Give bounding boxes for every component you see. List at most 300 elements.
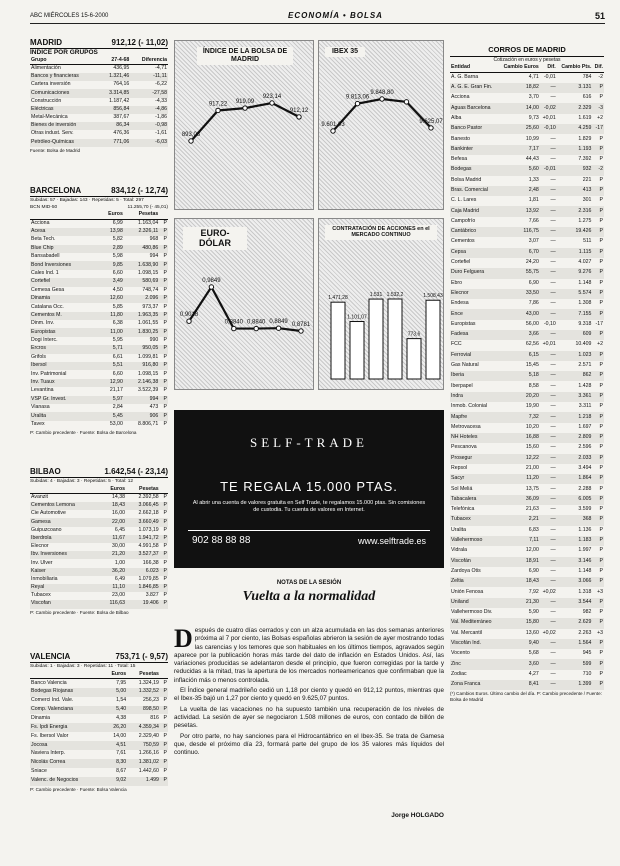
corros-cell: — (550, 547, 556, 554)
chart-madrid-title: ÍNDICE DE LA BOLSA DE MADRID (197, 47, 293, 65)
corros-cell: — (540, 495, 557, 505)
corros-cell: Vidrala (451, 547, 468, 554)
corros-cell: 4.027 (578, 259, 592, 266)
madrid-cell: -27,58 (130, 89, 168, 97)
madrid-row (30, 65, 168, 73)
corros-cell: P (592, 309, 604, 319)
corros-title: CORROS DE MADRID (450, 46, 604, 57)
barcelona-cell: 994 (149, 253, 159, 260)
corros-row (450, 299, 604, 309)
corros-cell: 2.629 (557, 618, 593, 628)
valencia-meta: Subidas: 1 · Bajadas: 3 · Repetidas: 11 · Total: 15 (30, 664, 136, 670)
corros-cell: 1.997 (578, 547, 592, 554)
barcelona-cell: P (163, 219, 167, 226)
corros-cell: Bolsa Madrid (451, 176, 482, 183)
valencia-cell: Comp. Valenciana (30, 706, 103, 715)
corros-cell: P (599, 279, 603, 286)
header-section: ECONOMÍA • BOLSA (288, 11, 383, 20)
note-text-1: espués de cuatro días cerrados y con un alza acumulada en las dos semanas anteriores próxima al 7 por ciento, las Bolsas españolas abrieron la sesión de ayer mostrando todas las carencias y los temores que son habituales en los últimos tiempos, agravados según aparece por la publicación horas más tarde del dato de inflación en Estados Unidos. Así, las variaciones producidas se adelantaron desde el principio, que fueron corregidas por la tarde y reducidas a la mitad, tras la apertura de los mercados norteamericanos que confirmaban que la inflación más o menos controlada. (174, 627, 444, 684)
corros-cell: 12,22 (498, 454, 539, 464)
corros-cell: — (540, 186, 557, 196)
data-point (355, 101, 359, 105)
corros-cell: — (550, 506, 556, 513)
corros-row (450, 598, 604, 608)
corros-cell: — (540, 433, 557, 443)
corros-cell: 7,92 (528, 588, 539, 595)
barcelona-cell: P (159, 278, 168, 286)
bilbao-row (30, 502, 168, 510)
barcelona-cell: 973,37 (142, 303, 159, 310)
corros-cell: 11,20 (498, 474, 539, 484)
barcelona-row (30, 320, 168, 328)
bar (407, 339, 421, 379)
corros-cell: — (540, 371, 557, 381)
bilbao-meta: Subidas: 4 · Bajadas: 3 · Repetidas: 5 · Total: 12 (30, 479, 134, 485)
bilbao-cell: 6.023 (126, 568, 160, 576)
corros-cell: P (592, 248, 604, 258)
bilbao-cell: P (163, 510, 167, 517)
valencia-row (30, 688, 168, 697)
barcelona-row (30, 387, 168, 395)
corros-cell: 6,90 (528, 279, 539, 286)
corros-row (450, 186, 604, 196)
barcelona-col-header: Euros (97, 211, 124, 219)
corros-cell: 3.599 (578, 506, 592, 513)
barcelona-cell: P (159, 379, 168, 387)
chart-continuo-title: CONTRATACIÓN DE ACCIONES en el MERCADO CONTINUO (325, 225, 437, 240)
valencia-cell: P (160, 741, 168, 750)
barcelona-cell: 1.963,35 (124, 312, 159, 320)
corros-cell: P (592, 330, 604, 340)
corros-cell: Tabacalera (450, 495, 498, 505)
corros-row (450, 649, 604, 659)
corros-cell: — (540, 351, 557, 361)
barcelona-row (30, 412, 168, 420)
corros-cell: Zeltia (450, 577, 498, 587)
corros-row (450, 577, 604, 587)
barcelona-col-header (30, 211, 97, 219)
valencia-heading (30, 652, 168, 663)
bilbao-cell: 2.662,18 (138, 510, 159, 517)
valencia-cell: 9,02 (103, 777, 128, 786)
barcelona-cell: 12,90 (97, 379, 124, 387)
corros-cell: +0,02 (542, 588, 556, 595)
madrid-subtitle: ÍNDICE POR GRUPOS (30, 49, 98, 57)
corros-cell: — (540, 454, 557, 464)
corros-cell: +0,02 (542, 629, 556, 636)
corros-cell: 7.392 (578, 156, 592, 163)
barcelona-cell: 950,05 (124, 345, 159, 353)
barcelona-cell: 4,50 (112, 286, 123, 293)
corros-cell: 9.318 (578, 320, 592, 327)
barcelona-cell: Uralita (30, 412, 97, 420)
barcelona-cell: P (159, 261, 168, 269)
data-label: 0,8840 (224, 319, 243, 326)
bilbao-col-header (30, 486, 100, 494)
corros-cell: — (540, 412, 557, 422)
note-signature: Jorge HOLGADO (391, 812, 444, 819)
corros-row (450, 608, 604, 618)
corros-cell: Iberpapel (451, 382, 473, 389)
valencia-col-header: Euros (103, 671, 128, 679)
barcelona-cell: Ibersol (30, 362, 97, 370)
corros-cell: 1.697 (578, 423, 592, 430)
data-label: 0,8849 (269, 319, 288, 326)
madrid-row (30, 122, 168, 130)
corros-row (450, 248, 604, 258)
corros-cell: 6,90 (528, 567, 539, 574)
bar (388, 299, 402, 379)
corros-cell: P (592, 206, 604, 216)
data-label: 0,9018 (179, 312, 199, 319)
corros-row (450, 340, 604, 350)
chart-ibex-title: IBEX 35 (325, 47, 365, 57)
corros-cell: 55,75 (498, 268, 539, 278)
corros-cell: Endesa (451, 300, 469, 307)
barcelona-cell: 5,85 (112, 303, 123, 310)
barcelona-cell: 21,17 (109, 387, 123, 394)
madrid-cell: -4,86 (130, 106, 168, 114)
madrid-source: Fuente: Bolsa de Madrid (30, 147, 81, 153)
barcelona-row (30, 362, 168, 370)
madrid-row (30, 106, 168, 114)
corros-cell: P (599, 135, 603, 142)
barcelona-cell: 5,71 (97, 345, 124, 353)
corros-cell: — (540, 248, 557, 258)
corros-cell: 7,86 (528, 300, 539, 307)
corros-cell: P (592, 639, 604, 649)
corros-cell: 4,71 (528, 73, 539, 80)
bilbao-row (30, 600, 168, 608)
corros-row (450, 402, 604, 412)
valencia-row (30, 777, 168, 786)
corros-row (450, 320, 604, 330)
corros-cell: 2.033 (557, 454, 593, 464)
corros-cell: P (592, 680, 604, 690)
data-point (270, 101, 274, 105)
valencia-cell: Fs. Ibersol Valor (31, 732, 69, 739)
valencia-cell: 7,61 (116, 750, 127, 757)
corros-cell: P (599, 526, 603, 533)
corros-cell: 3.361 (557, 392, 593, 402)
chart-euro-title: EURO-DÓLAR (183, 227, 247, 250)
barcelona-cell: Acesa (30, 228, 97, 236)
barcelona-cell: Bansabadell (31, 253, 60, 260)
ad-phone[interactable]: 902 88 88 88 (192, 535, 251, 546)
corros-cell: 3,60 (498, 659, 539, 669)
barcelona-cell: P (163, 253, 167, 260)
barcelona-row (30, 312, 168, 320)
note-kicker: NOTAS DE LA SESIÓN (276, 580, 342, 586)
bilbao-col-header: Euros (100, 486, 127, 494)
bilbao-row (30, 518, 168, 526)
bilbao-cell: 3.066,45 (126, 502, 160, 510)
madrid-cell: Construcción (31, 97, 62, 104)
corros-cell: 18,43 (498, 577, 539, 587)
bcn-mid-50 (30, 205, 168, 211)
corros-cell: -0,02 (540, 103, 557, 113)
barcelona-cell: Inv. Tuaux (30, 379, 97, 387)
valencia-cell: P (163, 679, 167, 686)
barcelona-col-header (159, 211, 168, 219)
valencia-row (30, 750, 168, 759)
valencia-table (30, 671, 168, 786)
corros-row (450, 155, 604, 165)
bilbao-cell: 22,00 (100, 518, 127, 526)
corros-cell: 511 (583, 238, 592, 245)
bilbao-cell: P (160, 502, 168, 510)
valencia-source: P: Cambio precedente · Fuente: Bolsa Valencia (30, 786, 127, 792)
ad-text: Al abrir una cuenta de valores gratuita en Self Trade, te regalamos 15.000 ptas. Sin comisiones de custodia. Tu cuenta de valores en Internet. (192, 500, 426, 514)
barcelona-row (30, 219, 168, 227)
barcelona-cell: 1.098,15 (138, 269, 159, 276)
note-paragraph-4: Por otro parte, no hay sanciones para el Hidrocantábrico en el Ibex-35. Se trata de Gamesa que, desde el próximo día 23, formará parte del grupo de los 35 valores más líquidos del continuo. (174, 732, 444, 757)
madrid-cell: Petróleo-Químicas (30, 139, 99, 147)
barcelona-cell: Tavex (31, 420, 45, 427)
corros-cell: Telefónica (451, 506, 475, 513)
bilbao-value: 1.642,54 (- 23,14) (104, 467, 168, 476)
corros-cell: — (550, 465, 556, 471)
corros-cell: -2 (592, 165, 604, 175)
corros-cell: P (599, 94, 603, 101)
bilbao-cell: P (160, 518, 168, 526)
barcelona-cell: Europistas (30, 328, 97, 336)
barcelona-cell: 2,84 (112, 404, 123, 411)
barcelona-cell: 580,69 (124, 278, 159, 286)
valencia-row (30, 697, 168, 706)
corros-cell: Vallehermoso (450, 536, 498, 546)
bilbao-cell: Inv. Ulver (31, 559, 53, 566)
madrid-row (30, 114, 168, 122)
valencia-row (30, 723, 168, 732)
valencia-col-header (30, 671, 103, 679)
bar (369, 299, 383, 379)
corros-cell: Inmob. Colonial (451, 403, 488, 410)
data-label: 923,14 (262, 94, 282, 100)
bilbao-row (30, 592, 168, 600)
corros-cell: P (599, 444, 603, 451)
corros-cell: — (550, 362, 556, 369)
corros-cell: P (592, 557, 604, 567)
bilbao-row (30, 559, 168, 567)
corros-cell: Uniland (450, 598, 498, 608)
bilbao-cell: 19.406 (126, 600, 160, 608)
corros-cell: 609 (557, 330, 593, 340)
barcelona-cell: 5,82 (112, 236, 123, 243)
barcelona-table (30, 211, 168, 429)
corros-cell: 1.428 (578, 382, 592, 389)
barcelona-cell: P (159, 245, 168, 253)
chart-madrid-index (174, 40, 314, 210)
bilbao-cell: P (160, 584, 168, 592)
self-trade-ad[interactable] (174, 410, 444, 568)
barcelona-cell: P (163, 303, 167, 310)
corros-cell: P (599, 567, 603, 574)
corros-cell: 2,48 (498, 186, 539, 196)
corros-cell: Acciona (451, 94, 470, 101)
bilbao-cell: 3.827 (145, 592, 159, 599)
corros-cell: Bankinter (450, 145, 498, 155)
barcelona-row (30, 303, 168, 311)
corros-cell: — (540, 577, 557, 587)
valencia-cell: 4,51 (103, 741, 128, 750)
bilbao-cell: 6,49 (114, 575, 126, 582)
valencia-cell: 256,23 (143, 697, 159, 704)
corros-cell: Sacyr (450, 474, 498, 484)
note-paragraph-2: El Índice general madrileño cedió un 1,18 por ciento y quedó en 912,12 puntos, mientras que el Ibex-35 bajó un 1,27 por ciento y quedó en 9.625,07 puntos. (174, 687, 444, 703)
corros-cell: — (550, 156, 556, 163)
barcelona-cell: 5,98 (112, 253, 123, 260)
corros-cell: — (550, 650, 556, 657)
valencia-row (30, 768, 168, 777)
corros-cell: 2.809 (557, 433, 593, 443)
corros-cell: 2.329 (557, 103, 593, 113)
data-label: 893,03 (181, 132, 201, 138)
barcelona-cell: P (163, 353, 167, 360)
valencia-cell: P (160, 777, 168, 786)
corros-cell: Iberia (450, 371, 498, 381)
ad-headline: TE REGALA 15.000 PTAS. (220, 479, 398, 494)
barcelona-cell: P (159, 412, 168, 420)
corros-cell: Ence (450, 309, 498, 319)
data-point (243, 106, 247, 110)
madrid-col-header: Diferencia (130, 57, 168, 65)
corros-cell: 24,20 (525, 259, 539, 266)
corros-cell: Cementos (451, 238, 475, 245)
data-label: 9.848,80 (370, 90, 394, 96)
barcelona-cell: P (163, 236, 167, 243)
corros-row (450, 258, 604, 268)
corros-row (450, 670, 604, 680)
bilbao-cell: P (163, 592, 167, 599)
corros-cell: 5,60 (498, 165, 539, 175)
corros-cell: — (550, 94, 556, 101)
corros-cell: 1.308 (578, 300, 592, 307)
barcelona-cell: P (163, 320, 167, 327)
corros-cell: FCC (451, 341, 462, 348)
corros-cell: Zona Franca (450, 680, 498, 690)
corros-cell: Cantábrico (450, 227, 498, 237)
madrid-row (30, 130, 168, 138)
corros-cell: 3,70 (528, 94, 539, 101)
corros-row (450, 351, 604, 361)
barcelona-cell: Inv. Patrimonial (31, 370, 67, 377)
corros-cell: P (592, 577, 604, 587)
valencia-cell: 1.442,60 (138, 768, 159, 775)
corros-cell: 21,00 (525, 465, 539, 471)
corros-cell: Europistas (451, 320, 476, 327)
madrid-cell: 86,34 (99, 122, 130, 130)
bilbao-cell: 6,45 (114, 526, 126, 533)
corros-cell: 3,07 (528, 238, 539, 245)
corros-cell: — (550, 259, 556, 266)
corros-cell: P (599, 609, 603, 616)
corros-row (450, 134, 604, 144)
corros-cell: Banco Pastor (450, 124, 498, 134)
corros-row (450, 371, 604, 381)
corros-cell: 13,75 (525, 485, 539, 492)
valencia-cell: Nicolás Correa (30, 759, 103, 768)
data-point (187, 319, 191, 323)
barcelona-cell: P (163, 286, 167, 293)
corros-cell: 4.259 (557, 124, 593, 134)
data-label: 9.813,06 (345, 94, 370, 101)
note-header (174, 580, 444, 605)
madrid-row (30, 81, 168, 89)
barcelona-row (30, 354, 168, 362)
bilbao-col-header: Pesetas (126, 486, 160, 494)
barcelona-heading (30, 186, 168, 197)
barcelona-row (30, 253, 168, 261)
barcelona-cell: Catalana Occ. (31, 303, 64, 310)
corros-col-header: Dif. (592, 64, 604, 72)
corros-cell: Val. Mediterráneo (450, 618, 498, 628)
corros-cell: 9,40 (498, 639, 539, 649)
valencia-cell: P (163, 697, 167, 704)
barcelona-cell: P (159, 312, 168, 320)
corros-cell: 221 (582, 176, 592, 183)
corros-row (450, 124, 604, 134)
barcelona-cell: 748,74 (142, 286, 159, 293)
bilbao-cell: 4.991,58 (138, 543, 159, 550)
barcelona-cell: 11,00 (97, 328, 124, 336)
corros-row (450, 629, 604, 639)
barcelona-cell: P (163, 420, 167, 427)
madrid-cell: Comunicaciones (30, 89, 99, 97)
corros-cell: +2 (597, 114, 603, 121)
corros-cell: P (599, 382, 603, 389)
madrid-col-header: Grupo (30, 57, 99, 65)
corros-row (450, 454, 604, 464)
corros-cell: P (592, 618, 604, 628)
data-point (276, 326, 280, 330)
bar-label: 1.101,07 (347, 314, 367, 321)
valencia-cell: Comerci Ind. Vale. (31, 697, 74, 704)
barcelona-cell: 1.830,25 (124, 328, 159, 336)
madrid-cell: Metal-Mecánica (31, 114, 68, 121)
corros-cell: P (592, 515, 604, 525)
madrid-cell: -4,71 (155, 65, 167, 72)
barcelona-cell: 6,61 (112, 353, 123, 360)
corros-cell: Duro Felguera (450, 268, 498, 278)
corros-cell: +3 (597, 629, 603, 636)
corros-cell: -0,01 (543, 73, 556, 80)
corros-cell: — (550, 238, 556, 245)
corros-cell: Bras. Comercial (450, 186, 498, 196)
corros-row (450, 73, 604, 83)
madrid-cell: -6,22 (155, 81, 167, 88)
ad-url[interactable]: www.selftrade.es (357, 536, 426, 546)
valencia-cell: P (163, 750, 167, 757)
valencia-cell: Sniace (31, 768, 47, 775)
corros-row (450, 659, 604, 669)
corros-cell: — (550, 135, 556, 142)
madrid-cell: 764,16 (113, 81, 130, 88)
madrid-table (30, 57, 168, 147)
valencia-cell: 8,30 (103, 759, 128, 768)
corros-row (450, 309, 604, 319)
corros-cell: Viscofán (450, 557, 498, 567)
note-title: Vuelta a la normalidad (242, 588, 376, 604)
corros-cell: Zodiac (451, 670, 467, 677)
barcelona-cell: 11,80 (97, 312, 124, 320)
corros-cell: A. G. E. Gran Fin. (450, 83, 498, 93)
corros-cell: — (550, 485, 556, 492)
bilbao-cell: Inmobiliaria (31, 575, 58, 582)
corros-cell: 2.571 (578, 362, 592, 369)
valencia-cell: Bodegas Riojanas (30, 688, 103, 697)
barcelona-cell: 3.522,39 (138, 387, 159, 394)
